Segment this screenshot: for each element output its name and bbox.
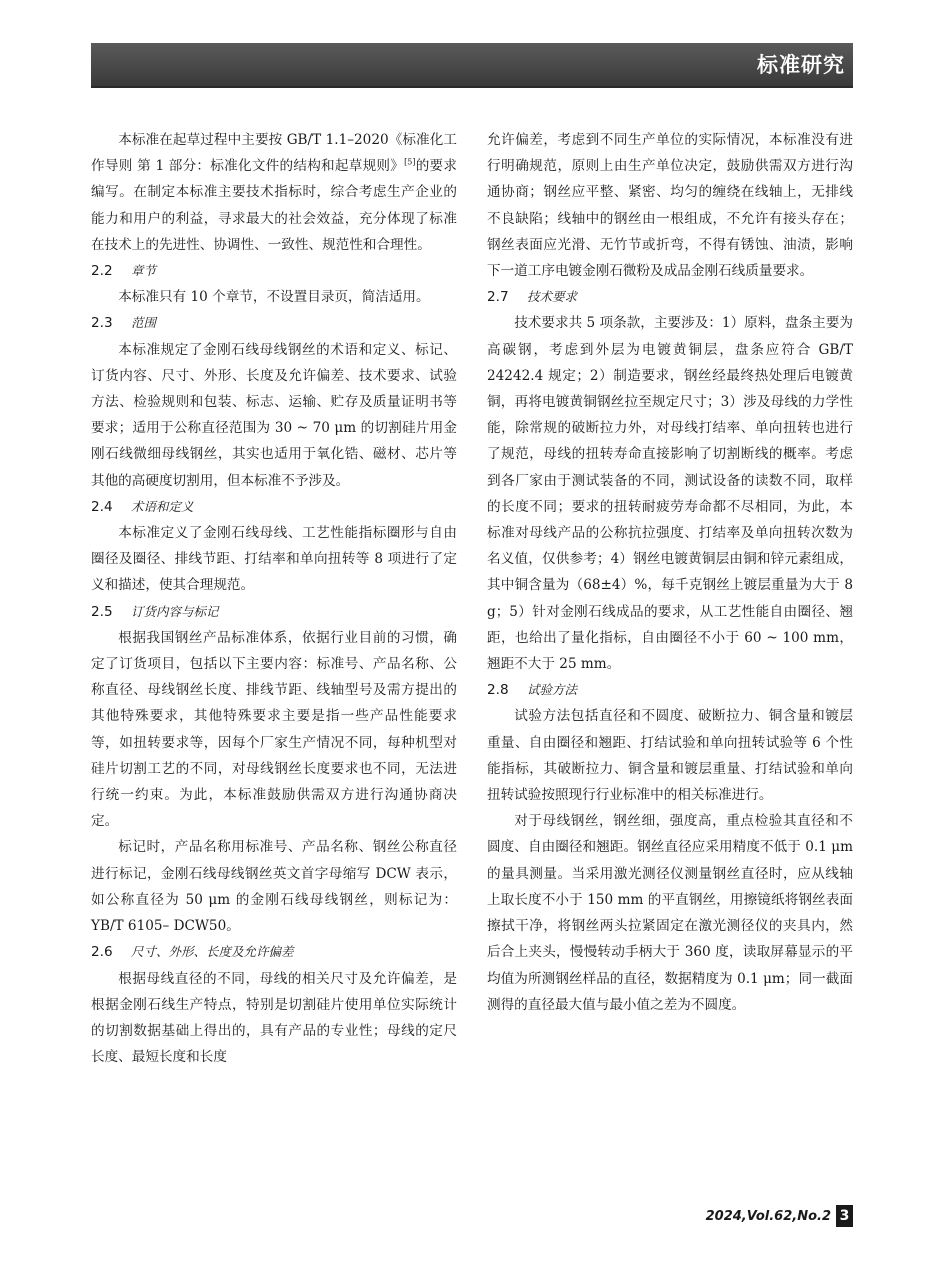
- section-heading-2-4: [91, 494, 457, 520]
- paragraph: 技术要求共 5 项条款，主要涉及：1）原料，盘条主要为高碳钢，考虑到外层为电镀黄铜层，盘条应符合 GB/T 24242.4 规定；2）制造要求，钢丝经最终热处理后电镀黄铜，再将电镀黄铜钢丝拉至规定尺寸；3）涉及母线的力学性能，除常规的破断拉力外，对母线打结率、单向扭转也进行了规范，母线的扭转寿命直接影响了切割断线的概率。考虑到各厂家由于测试装备的不同，测试设备的读数不同，取样的长度不同；要求的扭转耐疲劳寿命都不尽相同，为此，本标准对母线产品的公称抗拉强度、打结率及单向扭转次数为名义值，仅供参考；4）钢丝电镀黄铜层由铜和锌元素组成，其中铜含量为（68±4）%，每千克钢丝上镀层重量为大于 8 g；5）针对金刚石线成品的要求，从工艺性能自由圈径、翘距，也给出了量化指标，自由圈径不小于 60 ~ 100 mm，翘距不大于 25 mm。: [487, 315, 853, 673]
- section-heading-2-3: [91, 310, 457, 336]
- paragraph: 对于母线钢丝，钢丝细，强度高，重点检验其直径和不圆度、自由圈径和翘距。钢丝直径应采用精度不低于 0.1 μm 的量具测量。当采用激光测径仪测量钢丝直径时，应从线轴上取长度不小于 150 mm 的平直钢丝，用擦镜纸将钢丝表面擦拭干净，将钢丝两头拉紧固定在激光测径仪的夹具内，然后合上夹头，慢慢转动手柄大于 360 度，读取屏幕显示的平均值为所测钢丝样品的直径，数据精度为 0.1 μm；同一截面测得的直径最大值与最小值之差为不圆度。: [487, 813, 853, 1013]
- section-number: 2.6: [91, 944, 113, 961]
- page-footer: [706, 1205, 853, 1227]
- section-heading-2-7: [487, 284, 853, 310]
- issue-info: 2024,Vol.62,No.2: [705, 1208, 831, 1224]
- paragraph: 本标准规定了金刚石线母线钢丝的术语和定义、标记、订货内容、尺寸、外形、长度及允许偏差、技术要求、试验方法、检验规则和包装、标志、运输、贮存及质量证明书等要求；适用于公称直径范围为 30 ~ 70 μm 的切割硅片用金刚石线微细母线钢丝，其实也适用于氧化锆、磁材、芯片等其他的高硬度切割用，但本标准不予涉及。: [91, 341, 457, 489]
- section-number: 2.7: [487, 289, 509, 306]
- intro-paragraph: [91, 127, 457, 258]
- left-column: [91, 127, 457, 1070]
- section-title-text: 尺寸、外形、长度及允许偏差: [131, 944, 294, 960]
- page-number: 3: [836, 1205, 853, 1227]
- citation-ref: [5]: [404, 157, 416, 167]
- paragraph: 根据母线直径的不同，母线的相关尺寸及允许偏差，是根据金刚石线生产特点，特别是切割硅片使用单位实际统计的切割数据基础上得出的，具有产品的专业性；母线的定尺长度、最短长度和长度: [91, 970, 457, 1066]
- intro-tail: 的要求编写。在制定本标准主要技术指标时，综合考虑生产企业的能力和用户的利益，寻求最大的社会效益，充分体现了标准在技术上的先进性、协调性、一致性、规范性和合理性。: [91, 158, 457, 253]
- section-title-text: 范围: [131, 315, 157, 331]
- section-number: 2.4: [91, 498, 113, 515]
- paragraph: 本标准定义了金刚石线母线、工艺性能指标圈形与自由圈径及圈径、排线节距、打结率和单向扭转等 8 项进行了定义和描述，使其合理规范。: [91, 525, 457, 594]
- section-title-text: 试验方法: [527, 682, 578, 698]
- section-number: 2.3: [91, 315, 113, 332]
- section-heading-2-2: [91, 258, 457, 284]
- section-title-text: 技术要求: [527, 289, 578, 305]
- section-heading-2-8: [487, 677, 853, 703]
- section-title-text: 章节: [131, 263, 157, 279]
- header-bar: [91, 43, 853, 86]
- header-divider: [91, 86, 853, 88]
- paragraph-continuation: 允许偏差，考虑到不同生产单位的实际情况，本标准没有进行明确规范，原则上由生产单位决定，鼓励供需双方进行沟通协商；钢丝应平整、紧密、均匀的缠绕在线轴上，无排线不良缺陷；线轴中的钢丝由一根组成，不允许有接头存在；钢丝表面应光滑、无竹节或折弯，不得有锈蚀、油渍，影响下一道工序电镀金刚石微粉及成品金刚石线质量要求。: [487, 132, 853, 280]
- paragraph: 试验方法包括直径和不圆度、破断拉力、铜含量和镀层重量、自由圈径和翘距、打结试验和单向扭转试验等 6 个性能指标，其破断拉力、铜含量和镀层重量、打结试验和单向扭转试验按照现行行业标准中的相关标准进行。: [487, 708, 853, 804]
- paragraph: 标记时，产品名称用标准号、产品名称、钢丝公称直径进行标记，金刚石线母线钢丝英文首字母缩写 DCW 表示，如公称直径为 50 μm 的金刚石线母线钢丝，则标记为：YB/T 6105– DCW50。: [91, 839, 457, 935]
- paragraph: 根据我国钢丝产品标准体系，依据行业目前的习惯，确定了订货项目，包括以下主要内容：标准号、产品名称、公称直径、母线钢丝长度、排线节距、线轴型号及需方提出的其他特殊要求，其他特殊要求主要是指一些产品性能要求等，如扭转要求等，因每个厂家生产情况不同，每种机型对硅片切割工艺的不同，对母线钢丝长度要求也不同，无法进行统一约束。为此，本标准鼓励供需双方进行沟通协商决定。: [91, 629, 457, 830]
- section-title: 标准研究: [757, 53, 845, 77]
- section-number: 2.2: [91, 263, 113, 280]
- right-column: [487, 127, 853, 1018]
- intro-text: 本标准在起草过程中主要按 GB/T 1.1–2020《标准化工作导则 第 1 部分：标准化文件的结构和起草规则》: [91, 132, 457, 175]
- section-heading-2-6: [91, 939, 457, 965]
- paragraph: 本标准只有 10 个章节，不设置目录页，简洁适用。: [118, 289, 430, 306]
- section-title-text: 术语和定义: [131, 498, 194, 514]
- section-number: 2.5: [91, 603, 113, 620]
- section-heading-2-5: [91, 599, 457, 625]
- section-title-text: 订货内容与标记: [131, 603, 219, 619]
- section-number: 2.8: [487, 682, 509, 699]
